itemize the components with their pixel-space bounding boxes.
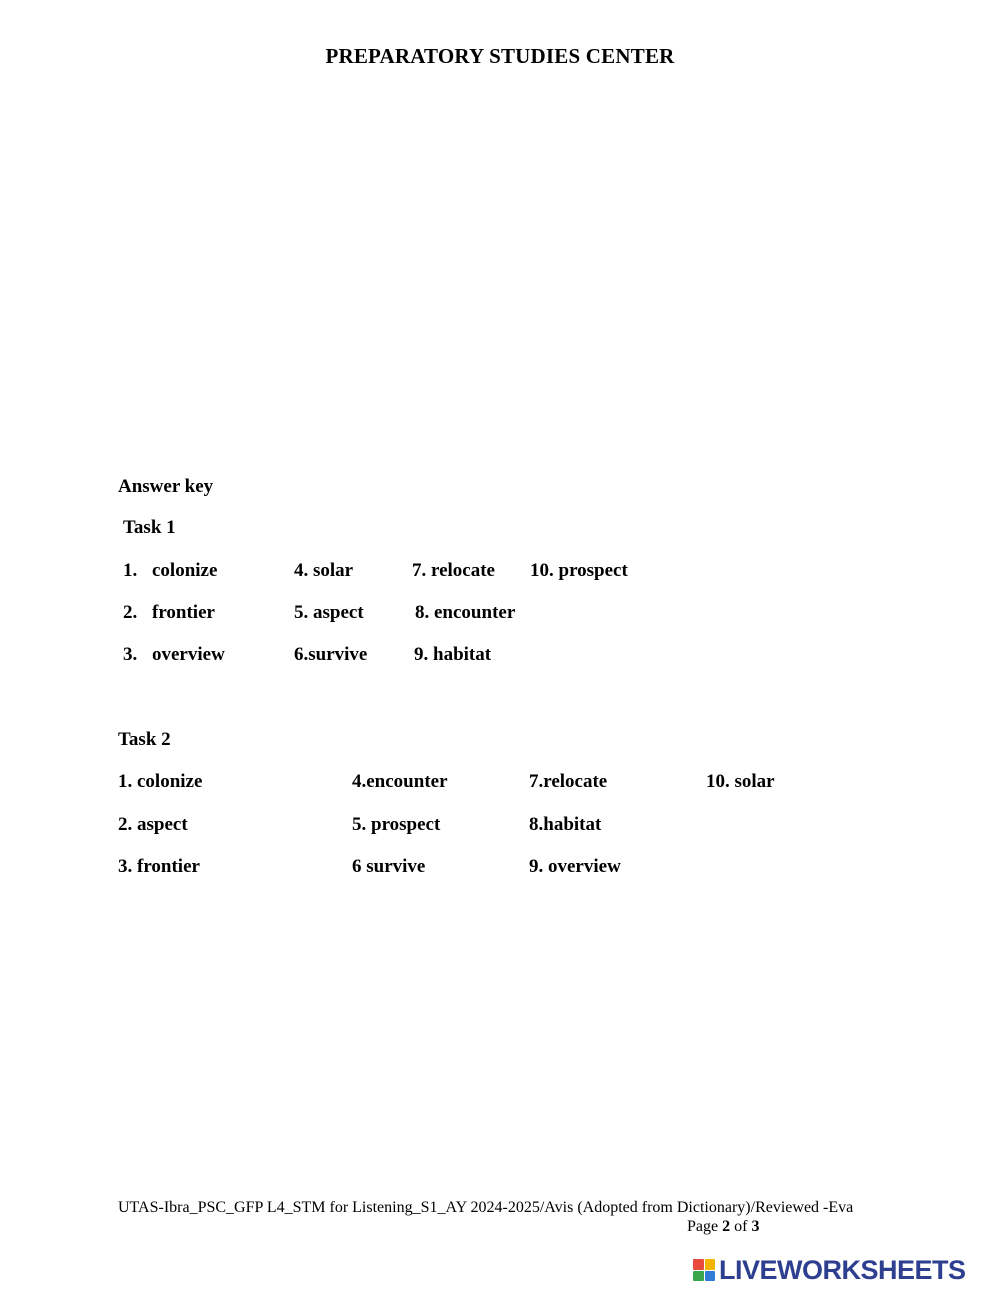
task1-answer: 8. encounter [415, 602, 516, 623]
task1-title: Task 1 [123, 517, 176, 538]
liveworksheets-logo-icon [693, 1259, 715, 1281]
task2-answer: 10. solar [706, 771, 775, 792]
task2-answer: 1. colonize [118, 771, 203, 792]
answer-key-title: Answer key [118, 476, 214, 497]
brand-name: LIVEWORKSHEETS [719, 1254, 966, 1285]
task1-answer: 9. habitat [414, 644, 492, 665]
task1-answer: 7. relocate [412, 560, 495, 581]
task1-answer: 2. frontier [123, 602, 215, 623]
task2-answer: 5. prospect [352, 814, 441, 835]
page-header-title: PREPARATORY STUDIES CENTER [325, 44, 675, 68]
task2-answer: 3. frontier [118, 856, 200, 877]
task1-answer: 6.survive [294, 644, 368, 665]
task1-answer: 5. aspect [294, 602, 364, 623]
task1-answer: 10. prospect [530, 560, 628, 581]
task2-title: Task 2 [118, 729, 171, 750]
task1-answer: 4. solar [294, 560, 354, 581]
task2-answer: 4.encounter [352, 771, 448, 792]
task1-answer: 3. overview [123, 644, 225, 665]
task2-answer: 9. overview [529, 856, 621, 877]
task1-answer: 1. colonize [123, 560, 218, 581]
task2-answer: 2. aspect [118, 814, 188, 835]
task2-answer: 7.relocate [529, 771, 608, 792]
task2-answer: 8.habitat [529, 814, 602, 835]
liveworksheets-watermark [693, 1255, 966, 1285]
footer-reference: UTAS-Ibra_PSC_GFP L4_STM for Listening_S1_AY 2024-2025/Avis (Adopted from Dictionary)/Reviewed -Eva [118, 1199, 854, 1216]
task2-answer: 6 survive [352, 856, 426, 877]
page-number: Page 2 of 3 [687, 1218, 760, 1235]
